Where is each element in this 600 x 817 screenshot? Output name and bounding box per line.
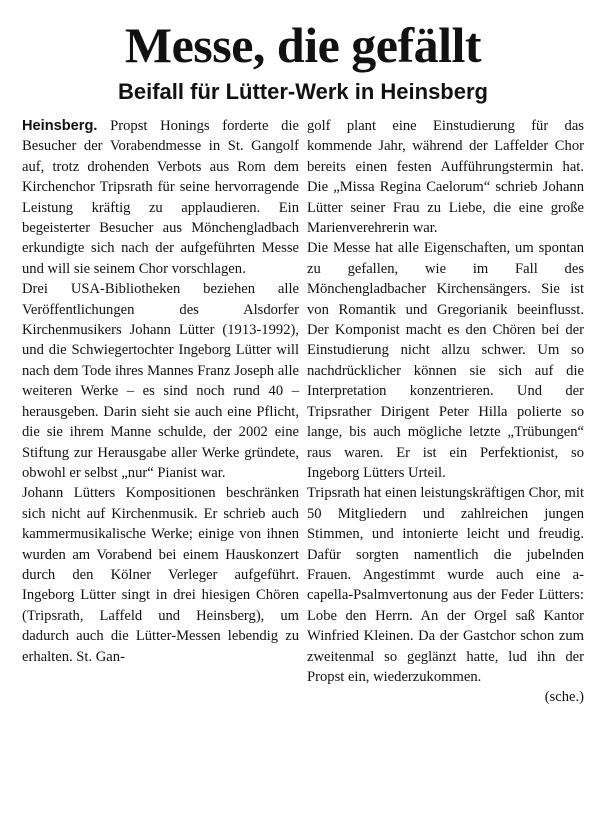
- paragraph: Tripsrath hat einen leistungskräftigen Chor, mit 50 Mitgliedern und zahlreichen jungen Stimmen, und intonierte leicht und freudig. Dafür sorgten namentlich die jubelnden Frauen. Angestimmt wurde auch eine a-capella-Psalmvertonung aus der Feder Lütters: Lobe den Herrn. An der Orgel saß Kantor Winfried Kleinen. Da der Gastchor schon zum zweitenmal so geglänzt hatte, lud ihn der Propst ein, wiederzukommen.: [307, 485, 584, 685]
- paragraph: [22, 116, 299, 279]
- column-left: [22, 116, 299, 708]
- article-body: [22, 116, 584, 708]
- paragraph: Die Messe hat alle Eigenschaften, um spontan zu gefallen, wie im Fall des Mönchengladbacher Kirchensängers. Sie ist von Romantik und Gregorianik beeinflusst. Der Komponist macht es den Chören bei der Einstudierung nicht allzu schwer. Um so nachdrücklicher können sie sich auf die Interpretation konzentrieren. Und der Tripsrather Dirigent Peter Hilla polierte so lange, bis auch mögliche letzte „Trübungen“ raus waren. Er ist ein Perfektionist, so Ingeborg Lütters Urteil.: [307, 240, 584, 481]
- column-right: [307, 116, 584, 708]
- byline: (sche.): [544, 689, 584, 706]
- headline: Messe, die gefällt: [124, 17, 482, 73]
- paragraph: Johann Lütters Kompositionen beschränken sich nicht auf Kirchenmusik. Er schrieb auch kammermusikalische Werke; einige von ihnen wurden am Vorabend bei einem Hauskonzert durch den Kölner Verleger aufgeführt. Ingeborg Lütter singt in drei hiesigen Chören (Tripsrath, Laffeld und Heinsberg), um dadurch auch die Lütter-Messen lebendig zu erhalten. St. Gan-: [22, 485, 299, 665]
- paragraph: Drei USA-Bibliotheken beziehen alle Veröffentlichungen des Alsdorfer Kirchenmusikers Johann Lütter (1913-1992), und die Schwiegertochter Ingeborg Lütter will nach dem Tode ihres Mannes Franz Joseph alle weiteren Werke – es sind noch rund 40 – herausgeben. Darin sieht sie auch eine Pflicht, die sie ihrem Manne schulde, der 2002 eine Stiftung zur Herausgabe aller Werke gründete, obwohl er selbst „nur“ Pianist war.: [22, 281, 299, 481]
- subheadline: Beifall für Lütter-Werk in Heinsberg: [118, 79, 488, 104]
- dateline: Heinsberg.: [22, 118, 98, 134]
- paragraph-text: Propst Honings forderte die Besucher der Vorabendmesse in St. Gangolf auf, trotz drohenden Verbots aus Rom dem Kirchenchor Tripsrath für seine hervorragende Leistung kräftig zu applaudieren. Ein begeisterter Besucher aus Mönchengladbach erkundigte sich nach der aufgeführten Messe und will sie seinem Chor vorschlagen.: [22, 118, 299, 277]
- paragraph: golf plant eine Einstudierung für das kommende Jahr, während der Laffelder Chor bereits einen festen Aufführungstermin hat. Die „Missa Regina Caelorum“ schrieb Johann Lütter seiner Frau zu Liebe, die eine große Marienverehrerin war.: [307, 118, 584, 237]
